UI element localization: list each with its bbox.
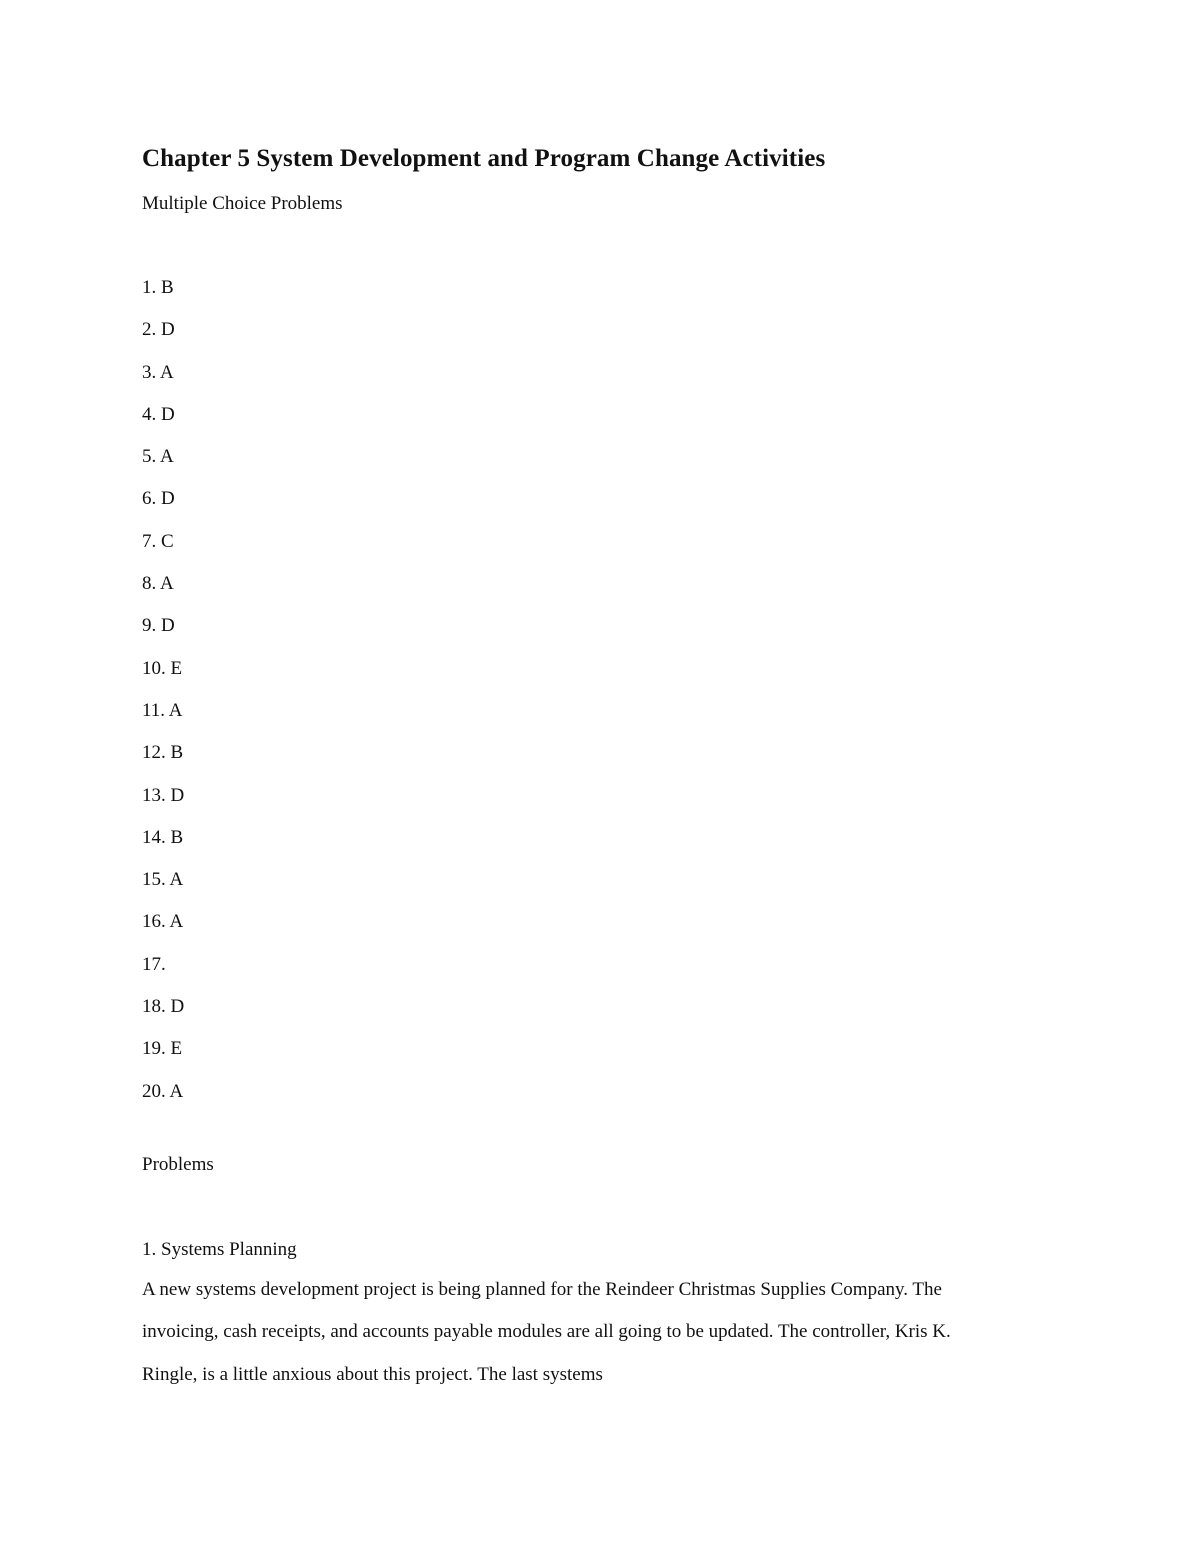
answer-list [142,275,972,1121]
answer-item: 3. A [142,361,174,383]
answer-item: 9. D [142,615,175,637]
answer-item: 8. A [142,573,174,595]
problems-heading: Problems [142,1153,214,1175]
answer-item: 12. B [142,742,184,764]
problem-text: A new systems development project is being planned for the Reindeer Christmas Supplies Company. The invoicing, cash receipts, and accounts payable modules are all going to be updated. The controller, Kris K. Ringle, is a little anxious about this project. The last systems [142,1278,951,1385]
answer-item: 16. A [142,911,184,933]
answer-item: 14. B [142,826,184,848]
answer-item: 11. A [142,699,183,721]
answer-item: 1. B [142,277,174,298]
answer-item: 13. D [142,784,185,806]
answer-item: 4. D [142,403,175,425]
answer-item: 5. A [142,446,174,468]
answer-item: 7. C [142,530,174,552]
answer-item: 2. D [142,319,175,341]
document-body [142,142,972,1396]
section-subtitle: Multiple Choice Problems [142,193,343,214]
page-title: Chapter 5 System Development and Program Change Activities [142,145,826,172]
answer-item: 18. D [142,996,185,1018]
answer-item: 20. A [142,1080,184,1102]
answer-item: 10. E [142,657,183,679]
answer-item: 6. D [142,488,175,510]
problem-title: 1. Systems Planning [142,1238,297,1260]
answer-item: 19. E [142,1038,183,1060]
answer-item: 15. A [142,869,184,891]
answer-item: 17. [142,953,166,975]
